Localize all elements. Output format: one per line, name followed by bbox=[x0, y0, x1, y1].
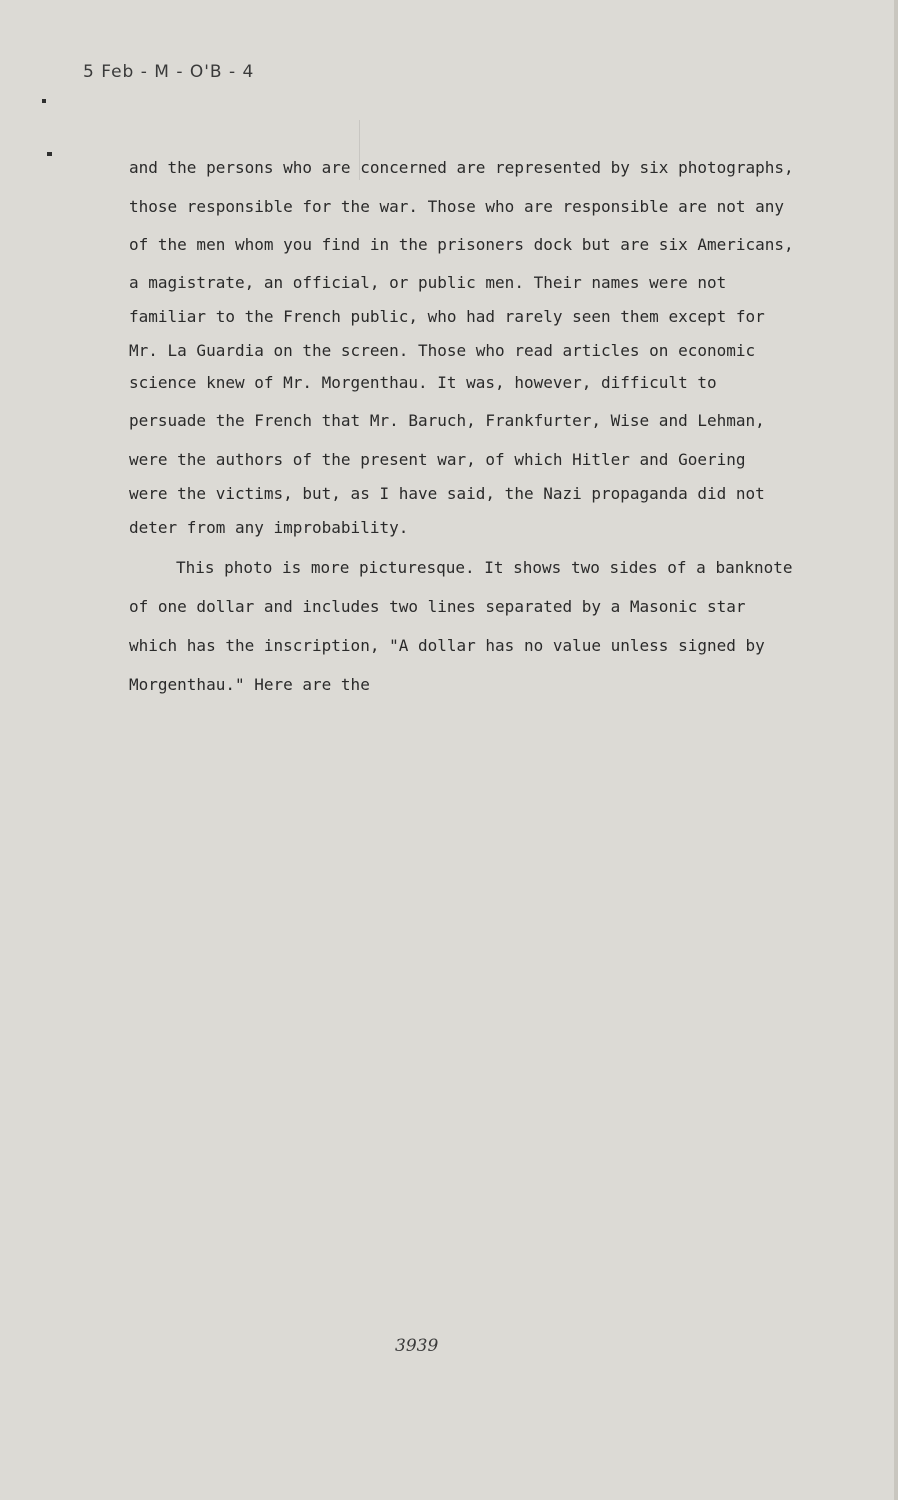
text-line: of the men whom you find in the prisoners dock but are six Americans, bbox=[129, 235, 794, 254]
margin-mark bbox=[47, 152, 52, 156]
page-header: 5 Feb - M - O'B - 4 bbox=[83, 62, 255, 82]
text-line: a magistrate, an official, or public men. Their names were not bbox=[129, 273, 727, 292]
text-line: of one dollar and includes two lines separated by a Masonic star bbox=[129, 597, 746, 616]
text-line: This photo is more picturesque. It shows two sides of a banknote bbox=[176, 558, 793, 577]
margin-mark bbox=[42, 99, 46, 103]
text-line: those responsible for the war. Those who are responsible are not any bbox=[129, 197, 785, 216]
page-edge bbox=[894, 0, 898, 1500]
text-line: were the authors of the present war, of which Hitler and Goering bbox=[129, 450, 746, 469]
text-line: familiar to the French public, who had rarely seen them except for bbox=[129, 307, 765, 326]
page-number: 3939 bbox=[395, 1336, 439, 1356]
text-line: and the persons who are concerned are represented by six photographs, bbox=[129, 158, 794, 177]
text-line: Morgenthau." Here are the bbox=[129, 675, 370, 694]
text-line: persuade the French that Mr. Baruch, Frankfurter, Wise and Lehman, bbox=[129, 411, 765, 430]
text-line: science knew of Mr. Morgenthau. It was, however, difficult to bbox=[129, 373, 717, 392]
text-line: deter from any improbability. bbox=[129, 518, 409, 537]
text-line: which has the inscription, "A dollar has no value unless signed by bbox=[129, 636, 765, 655]
text-line: Mr. La Guardia on the screen. Those who read articles on economic bbox=[129, 341, 756, 360]
text-line: were the victims, but, as I have said, the Nazi propaganda did not bbox=[129, 484, 765, 503]
